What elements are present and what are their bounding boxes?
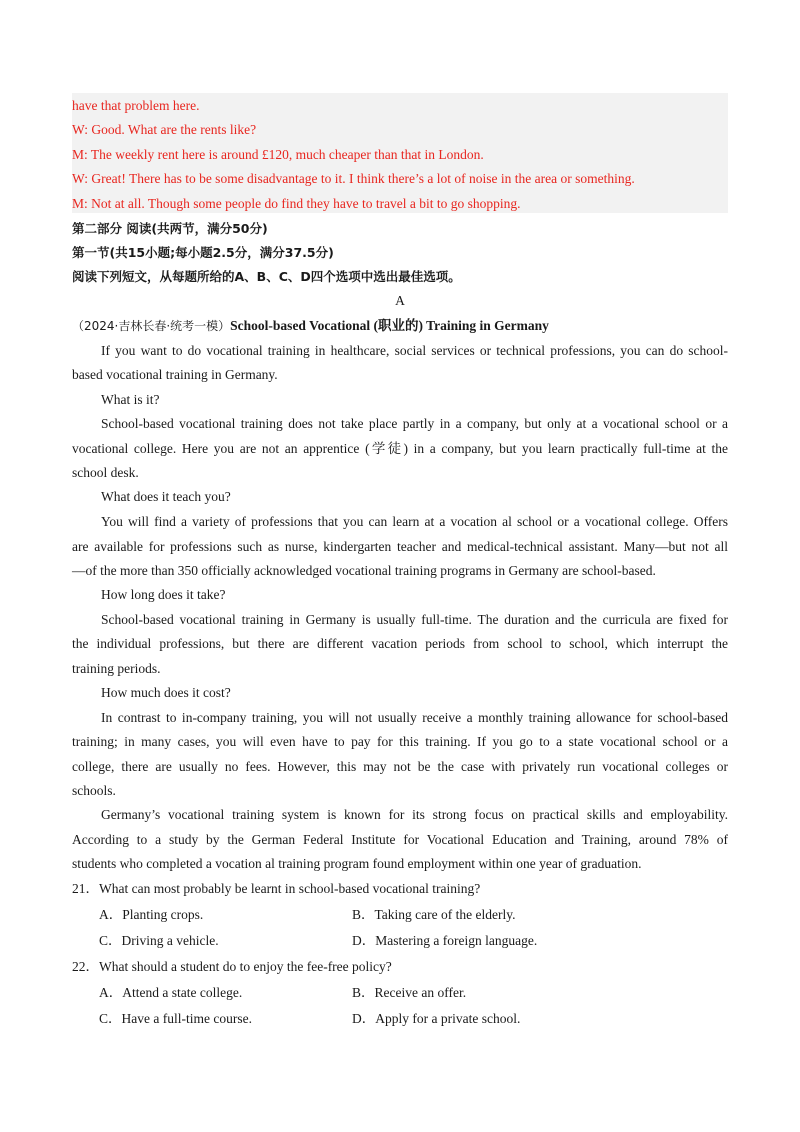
- transcript-line: M: Not at all. Though some people do find they have to travel a bit to go shopping.: [72, 196, 521, 211]
- paragraph-line: —of the more than 350 officially acknowledged vocational training programs in Germany are school-based.: [72, 563, 656, 578]
- question-22-option-d[interactable]: D．Apply for a private school.: [352, 1011, 521, 1026]
- paragraph-heading: How much does it cost?: [101, 685, 231, 700]
- subsection-heading: 第一节(共15小题;每小题2.5分，满分37.5分): [72, 245, 334, 260]
- transcript-line: have that problem here.: [72, 98, 200, 113]
- transcript-line: W: Great! There has to be some disadvantage to it. I think there’s a lot of noise in the area or something.: [72, 171, 635, 186]
- paragraph-line: In contrast to in-company training, you will not usually receive a monthly training allowance for school-based: [101, 710, 728, 725]
- question-21-option-d[interactable]: D．Mastering a foreign language.: [352, 933, 538, 948]
- question-22-stem: 22．What should a student do to enjoy the fee-free policy?: [72, 959, 392, 974]
- transcript-line: W: Good. What are the rents like?: [72, 122, 257, 137]
- question-21-option-a[interactable]: A．Planting crops.: [99, 907, 204, 922]
- section-heading: 第二部分 阅读(共两节，满分50分): [72, 221, 268, 236]
- passage-source: （2024·吉林长春·统考一模）: [72, 319, 231, 333]
- paragraph-line: If you want to do vocational training in healthcare, social services or technical professions, you can do school-: [101, 343, 728, 358]
- paragraph-heading: What is it?: [101, 392, 160, 407]
- paragraph-line: training; in many cases, you will even have to pay for this training. If you go to a state vocational school or a: [72, 734, 728, 749]
- paragraph-line: training periods.: [72, 661, 161, 676]
- passage-title: School-based Vocational (职业的) Training in Germany: [230, 318, 549, 333]
- paragraph-heading: What does it teach you?: [101, 489, 231, 504]
- paragraph-line: schools.: [72, 783, 116, 798]
- question-21-option-b[interactable]: B．Taking care of the elderly.: [352, 907, 516, 922]
- transcript-line: M: The weekly rent here is around £120, much cheaper than that in London.: [72, 147, 484, 162]
- paragraph-line: students who completed a vocation al training program found employment within one year of graduation.: [72, 856, 642, 871]
- paragraph-line: college, there are usually no fees. However, this may not be the case with privately run vocational colleges or: [72, 759, 728, 774]
- paragraph-line: You will find a variety of professions that you can learn at a vocation al school or a vocational college. Offers: [101, 514, 728, 529]
- paragraph-line: School-based vocational training does not take place partly in a company, but only at a vocational school or a: [101, 416, 728, 431]
- paragraph-line: the individual professions, but there are different vacation periods from school to school, which interrupt the: [72, 636, 728, 651]
- paragraph-heading: How long does it take?: [101, 587, 226, 602]
- paragraph-line: According to a study by the German Federal Institute for Vocational Education and Training, around 78% of: [72, 832, 728, 847]
- paragraph-line: vocational college. Here you are not an apprentice (学徒) in a company, but you learn practically full-time at the: [72, 441, 728, 456]
- question-21-option-c[interactable]: C．Driving a vehicle.: [99, 933, 219, 948]
- passage-header: [72, 318, 549, 334]
- question-22-option-c[interactable]: C．Have a full-time course.: [99, 1011, 252, 1026]
- paragraph-line: based vocational training in Germany.: [72, 367, 278, 382]
- paragraph-line: Germany’s vocational training system is known for its strong focus on practical skills and employability.: [101, 807, 728, 822]
- question-21-stem: 21．What can most probably be learnt in school-based vocational training?: [72, 881, 481, 896]
- question-22-option-b[interactable]: B．Receive an offer.: [352, 985, 467, 1000]
- paragraph-line: school desk.: [72, 465, 139, 480]
- paragraph-line: are available for professions such as nurse, kindergarten teacher and medical-technical assistant. Many—but not all: [72, 539, 728, 554]
- question-22-option-a[interactable]: A．Attend a state college.: [99, 985, 243, 1000]
- instruction-text: 阅读下列短文，从每题所给的A、B、C、D四个选项中选出最佳选项。: [72, 269, 461, 284]
- paragraph-line: School-based vocational training in Germany is usually full-time. The duration and the curricula are fixed for: [101, 612, 728, 627]
- passage-letter: A: [395, 293, 405, 308]
